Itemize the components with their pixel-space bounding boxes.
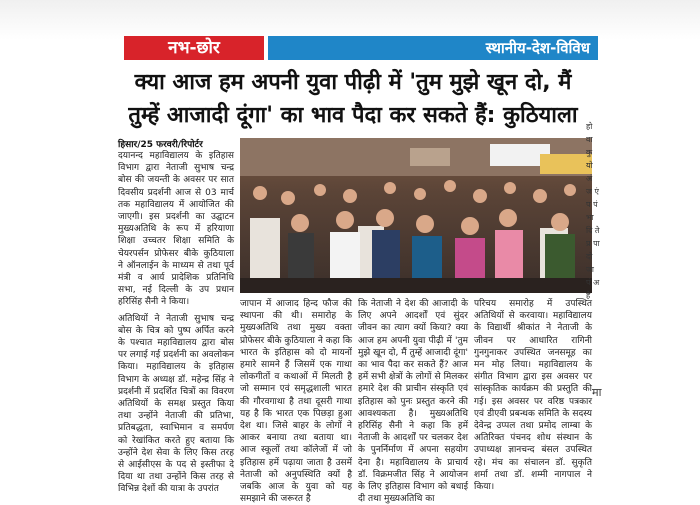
article-column-1 [118,150,234,495]
article-column-3: कि नेताजी ने देश की आजादी के लिए अपने आदर्शों एवं सुंदर जीवन का त्याग क्यों किया? क्या आज हम अपनी युवा पीढ़ी में 'तुम मुझे खून दो, मैं तुम्हें आजादी दूंगा' का भाव पैदा कर सकते हैं? आज हमें सभी क्षेत्रों के लोगों से मिलकर हमारे देश की प्राचीन संस्कृति एवं इतिहास को पुनः प्रस्तुत करने की आवश्यकता है। मुख्यअतिथि हरिसिंह सैनी ने कहा कि हमें नेताजी के आदर्शों पर चलकर देश के पुनर्निर्माण में अपना सहयोग देना है। महाविद्यालय के प्राचार्य डॉ. विक्रमजीत सिंह ने आयोजन के लिए इतिहास विभाग को बधाई दी तथा मुख्यअतिथि का [358,299,468,505]
article-column-4: परिचय समारोह में उपस्थित अतिथियों से करवाया। महाविद्यालय के विद्यार्थी श्रीकांत ने नेताजी के जीवन पर आधारित रागिनी गुनगुनाकर उपस्थित जनसमूह का मन मोह लिया। महाविद्यालय के संगीत विभाग द्वारा इस अवसर पर सांस्कृतिक कार्यक्रम की प्रस्तुति की गई। इस अवसर पर वरिष्ठ पत्रकार एवं डीएवी प्रबन्धक समिति के सदस्य देवेन्द्र उप्पल तथा प्रमोद लाम्बा के अतिरिक्त पंचनद शोध संस्थान के उपाध्यक्ष ज्ञानचन्द बंसल उपस्थित रहे। मंच का संचालन डॉ. सुकृति शर्मा तथा डॉ. शम्मी नागपाल ने किया। [474,299,592,493]
column-1-paragraph-1: दयानन्द महाविद्यालय के इतिहास विभाग द्वारा नेताजी सुभाष चन्द्र बोस की जयन्ती के अवसर पर सात दिवसीय प्रदर्शनी आज से 03 मार्च तक महाविद्यालय में आयोजित की जाएगी। इस प्रदर्शनी का उद्घाटन मुख्यअतिथि के रूप में हरियाणा शिक्षा उच्चतर शिक्षा समिति के चेयरपर्सन प्रोफेसर बीके कुठियाला ने ऑनलाईन के माध्यम से तथा पूर्व मंत्री व आर्य प्रादेशिक प्रतिनिधि सभा, नई दिल्ली के उप प्रधान हरिसिंह सैनी ने किया। [118,151,234,308]
audience-photo-illustration [240,138,592,293]
article-column-2: जापान में आजाद हिन्द फौज की स्थापना की थी। समारोह के मुख्यअतिथि तथा मुख्य वक्ता प्रोफेसर बीके कुठियाला ने कहा कि भारत के इतिहास को दो मायनों हमारे सामने हैं जिसमें एक गाथा लोकगीतों व कथाओं में मिलती है जो सम्मान एवं समृद्धशाली भारत की गौरवगाथा है तथा दूसरी गाथा यह है कि भारत एक पिछड़ा हुआ देश था। जिसे बाहर के लोगों ने आकर बनाया तथा बताया था। आज स्कूलों तथा कॉलेजों में जो इतिहास हमें पढ़ाया जाता है उसमें नेताजी को अनुपस्थिति क्यों है जबकि आज के युवा को यह समझाने की जरूरत है [240,299,352,505]
adjacent-article-fragment: हो वा कु यो अं ज एं प पं भा दि ते प्र पा दो जा पं अ हे [586,122,600,300]
headline-line-1: क्या आज हम अपनी युवा पीढ़ी में 'तुम मुझे खून दो, मैं [134,70,572,95]
event-photo [240,138,592,293]
headline [118,66,588,132]
page-top-shade [0,0,700,40]
section-banner: नभ-छोर [124,36,264,60]
headline-line-2: तुम्हें आजादी दूंगा' का भाव पैदा कर सकते हैं: कुठियाला [128,103,578,128]
column-1-paragraph-2: अतिथियों ने नेताजी सुभाष चन्द्र बोस के चित्र को पुष्प अर्पित करने के पश्चात महाविद्यालय द्वारा बोस पर लगाई गई प्रदर्शनी का अवलोकन किया। महाविद्यालय के इतिहास विभाग के अध्यक्ष डॉ. महेन्द्र सिंह ने प्रदर्शनी में प्रदर्शित चित्रों का विवरण अतिथियों के समक्ष प्रस्तुत किया तथा उन्होंने नेताजी की प्रतिभा, प्रतिबद्धता, स्वाभिमान व समर्पण को रेखांकित करते हुए बताया कि उन्होंने देश सेवा के लिए किस तरह से आईसीएस के पद से इस्तीफा दे दिया था तथा उन्होंने किस तरह से विभिन्न देशों की यात्रा के उपरांत [118,313,234,495]
category-banner: स्थानीय-देश-विविध [268,36,598,60]
adjacent-article-fragment-2: मा [592,386,602,399]
dateline: हिसार/25 फरवरी/रिपोर्टर [118,140,203,150]
